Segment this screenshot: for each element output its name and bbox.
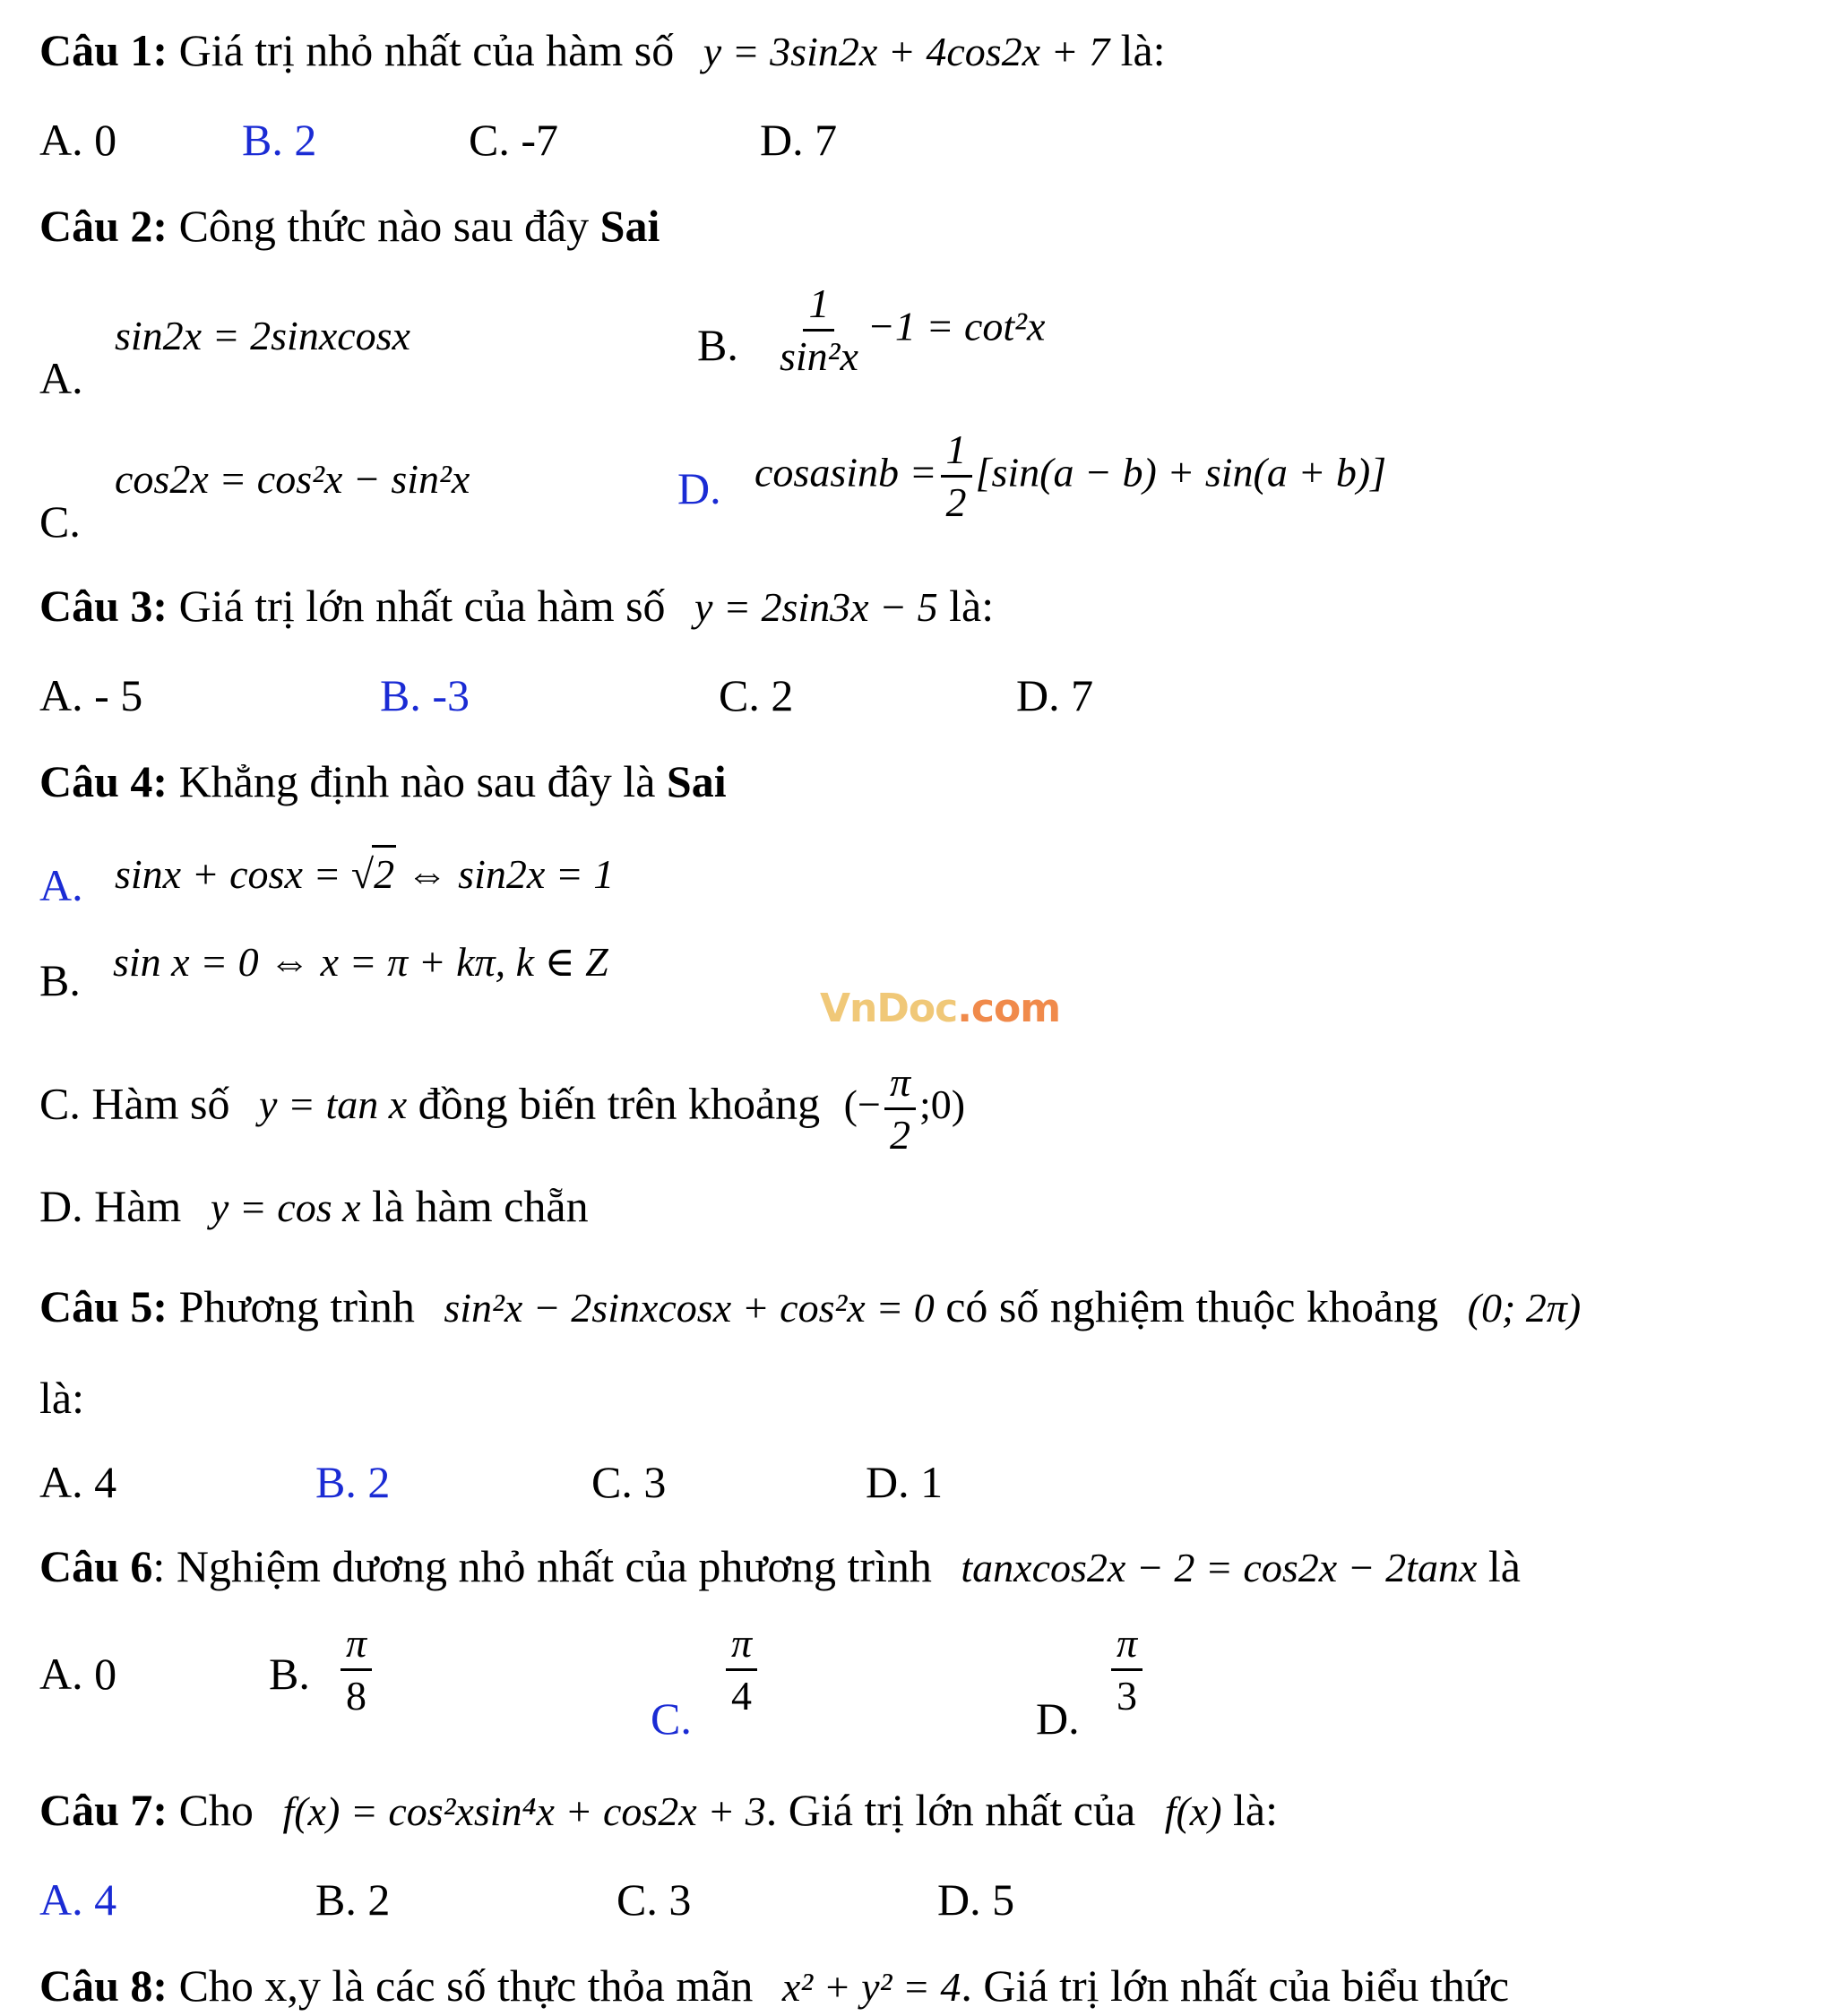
question-4-option-a-right: ⇔ sin2x = 1	[396, 851, 615, 897]
question-4-option-b-letter[interactable]: B.	[39, 955, 81, 1005]
question-4-option-d[interactable]	[39, 1179, 589, 1235]
question-5-option-d[interactable]: D. 1	[866, 1457, 944, 1507]
question-5-formula: sin²x − 2sinxcosx + cos²x = 0	[444, 1285, 935, 1331]
question-3-label: Câu 3:	[39, 581, 168, 631]
question-6-option-b-denominator: 8	[346, 1673, 367, 1719]
question-2-option-d-letter[interactable]: D.	[677, 463, 721, 513]
question-2-option-d-denominator: 2	[945, 479, 967, 526]
question-2-option-a-formula: sin2x = 2sinxcosx	[115, 313, 410, 358]
question-2-option-d-numerator: 1	[941, 428, 972, 478]
interval-close: ;0)	[918, 1081, 966, 1128]
question-2-option-c-formula: cos2x = cos²x − sin²x	[115, 456, 470, 502]
question-2-option-b-rest: −1 = cot²x	[867, 303, 1046, 349]
question-7-mid: . Giá trị lớn nhất của	[765, 1785, 1147, 1835]
question-2-option-b-letter[interactable]: B.	[697, 320, 738, 370]
question-4-option-a-letter[interactable]: A.	[39, 860, 83, 910]
question-3-tail: là:	[937, 581, 995, 631]
question-5-mid: có số nghiệm thuộc khoảng	[945, 1281, 1450, 1331]
question-4-option-c-text: C. Hàm số	[39, 1078, 241, 1129]
question-3-option-c[interactable]: C. 2	[719, 670, 794, 720]
question-2	[39, 199, 660, 253]
question-1-tail: là:	[1109, 25, 1166, 75]
question-6-option-c-value	[722, 1622, 761, 1719]
watermark-domain: .com	[957, 986, 1061, 1031]
vndoc-watermark	[820, 986, 1060, 1031]
question-1-formula: y = 3sin2x + 4cos2x + 7	[703, 29, 1110, 74]
question-7-tail: là:	[1221, 1785, 1279, 1835]
question-4-label: Câu 4:	[39, 756, 168, 806]
question-6-option-d-letter[interactable]: D.	[1036, 1693, 1080, 1744]
question-7-option-a[interactable]: A. 4	[39, 1874, 117, 1925]
question-4-option-b-formula: sin x = 0 ⇔ x = π + kπ, k ∈ Z	[113, 939, 608, 985]
question-6-option-c-numerator: π	[726, 1622, 757, 1671]
question-4-option-c-mid: đồng biến trên khoảng	[418, 1078, 832, 1129]
question-6	[39, 1539, 1521, 1595]
question-8-tail: . Giá trị lớn nhất của biểu thức	[961, 1960, 1510, 2011]
question-2-label: Câu 2:	[39, 201, 168, 251]
question-5-text: Phương trình	[168, 1281, 427, 1331]
question-8-text: Cho x,y là các số thực thỏa mãn	[168, 1960, 764, 2011]
interval-open: (−	[843, 1081, 881, 1128]
question-6-label: Câu 6	[39, 1541, 153, 1591]
question-6-option-d-value	[1108, 1622, 1146, 1719]
question-2-text: Công thức nào sau đây	[168, 201, 600, 251]
question-1-option-a[interactable]: A. 0	[39, 115, 117, 165]
sqrt-icon: √	[350, 851, 375, 897]
question-6-tail: là	[1477, 1541, 1521, 1591]
question-2-option-d-formula	[754, 428, 1386, 525]
question-3-text: Giá trị lớn nhất của hàm số	[168, 581, 677, 631]
interval-numerator: π	[884, 1061, 916, 1110]
question-4-option-d-text: D. Hàm	[39, 1181, 193, 1231]
question-8-label: Câu 8:	[39, 1960, 168, 2011]
question-4-option-d-tail: là hàm chẵn	[372, 1181, 589, 1231]
question-4-option-c-formula: y = tan x	[259, 1081, 408, 1128]
question-1-label: Câu 1:	[39, 25, 168, 75]
question-6-option-c-denominator: 4	[731, 1673, 753, 1719]
question-3-option-a[interactable]: A. - 5	[39, 670, 143, 720]
question-6-option-a[interactable]: A. 0	[39, 1649, 117, 1699]
question-7-text: Cho	[168, 1785, 265, 1835]
question-7-option-b[interactable]: B. 2	[315, 1874, 391, 1925]
question-1-option-d[interactable]: D. 7	[760, 115, 838, 165]
question-3	[39, 579, 994, 634]
question-2-option-b-numerator: 1	[803, 282, 834, 332]
question-7-option-c[interactable]: C. 3	[617, 1874, 692, 1925]
question-5	[39, 1279, 1581, 1335]
question-6-option-c-letter[interactable]: C.	[651, 1693, 692, 1744]
question-5-option-a[interactable]: A. 4	[39, 1457, 117, 1507]
question-4-option-a-formula	[115, 845, 614, 901]
question-1-option-b[interactable]: B. 2	[242, 115, 317, 165]
question-6-option-b-letter[interactable]: B.	[269, 1649, 310, 1699]
question-5-option-c[interactable]: C. 3	[591, 1457, 667, 1507]
question-5-tail: là:	[39, 1373, 84, 1423]
question-2-option-b-formula	[771, 282, 1045, 379]
question-3-option-d[interactable]: D. 7	[1016, 670, 1094, 720]
question-4	[39, 754, 727, 808]
question-4-option-c[interactable]	[39, 1061, 965, 1158]
question-6-option-b-value	[337, 1622, 375, 1719]
watermark-brand: VnDoc	[820, 986, 958, 1031]
question-6-option-d-denominator: 3	[1117, 1673, 1138, 1719]
question-5-label: Câu 5:	[39, 1281, 168, 1331]
question-6-option-d-numerator: π	[1111, 1622, 1142, 1671]
question-6-text: : Nghiệm dương nhỏ nhất của phương trình	[152, 1541, 944, 1591]
question-2-option-a-letter[interactable]: A.	[39, 353, 83, 403]
question-4-option-c-interval	[843, 1059, 966, 1159]
question-3-option-b[interactable]: B. -3	[380, 670, 470, 720]
question-4-text: Khẳng định nào sau đây là	[168, 756, 667, 806]
question-2-option-c-letter[interactable]: C.	[39, 496, 81, 547]
question-2-option-d-left: cosasinb =	[754, 449, 937, 495]
question-1-text: Giá trị nhỏ nhất của hàm số	[168, 25, 686, 75]
question-5-option-b[interactable]: B. 2	[315, 1457, 391, 1507]
question-4-option-a-radicand: 2	[372, 845, 396, 901]
question-2-emphasis: Sai	[599, 201, 660, 251]
question-2-option-d-rest: [sin(a − b) + sin(a + b)]	[975, 449, 1387, 495]
question-1	[39, 23, 1166, 79]
question-4-option-d-formula: y = cos x	[210, 1185, 361, 1230]
question-7-option-d[interactable]: D. 5	[937, 1874, 1015, 1925]
question-4-option-a-left: sinx + cosx =	[115, 851, 341, 897]
question-7-formula: f(x) = cos²xsin⁴x + cos2x + 3	[282, 1788, 766, 1834]
question-3-formula: y = 2sin3x − 5	[694, 584, 938, 630]
question-7-label: Câu 7:	[39, 1785, 168, 1835]
interval-denominator: 2	[889, 1112, 910, 1159]
question-8-formula: x² + y² = 4	[781, 1964, 961, 2010]
question-2-option-b-denominator: sin²x	[780, 333, 858, 380]
question-7	[39, 1783, 1278, 1839]
question-6-formula: tanxcos2x − 2 = cos2x − 2tanx	[961, 1545, 1478, 1590]
question-7-fx: f(x)	[1164, 1788, 1222, 1834]
question-5-interval: (0; 2π)	[1467, 1285, 1582, 1331]
question-4-emphasis: Sai	[666, 756, 727, 806]
question-8	[39, 1959, 1509, 2014]
question-1-option-c[interactable]: C. -7	[469, 115, 558, 165]
question-6-option-b-numerator: π	[341, 1622, 372, 1671]
